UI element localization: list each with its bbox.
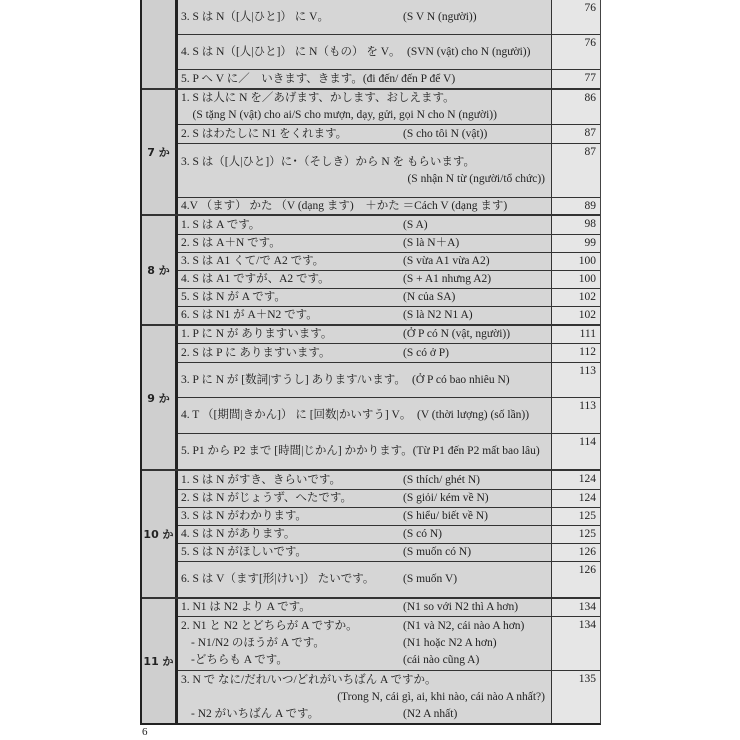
grammar-pattern [178,471,552,489]
pattern-line [181,71,551,88]
pattern-line [181,307,551,324]
table-row [178,90,600,124]
pattern-line [181,345,551,362]
lesson-label: 7 か [142,90,178,214]
japanese-text: 3. S は（[人|ひと]）に･（そしき）から N を もらいます。 [181,155,475,168]
pattern-line [181,90,551,107]
japanese-text: 2. S は A＋N です。 [181,237,281,249]
japanese-text: 2. N1 と N2 とどちらが A ですか。 [181,620,358,632]
grammar-pattern [178,235,552,252]
table-row [178,525,600,543]
page-reference: 86 [552,90,600,124]
pattern-line [181,618,551,635]
page-reference: 112 [552,344,600,362]
vietnamese-meaning: (N1 hoặc N2 A hơn) [403,637,497,649]
table-row [178,252,600,270]
pattern-line [181,154,551,171]
grammar-pattern [178,144,552,197]
vietnamese-meaning: (S + A1 nhưng A2) [403,273,492,285]
pattern-line [181,407,551,424]
grammar-pattern [178,289,552,306]
table-row [178,616,600,670]
page-reference: 111 [552,326,600,343]
japanese-text: 5. P へ V に／ いきます、きます。(đi đến/ đến P để V) [181,72,456,85]
japanese-text: 3. S は N がわかります。 [181,510,307,522]
grammar-pattern [178,326,552,343]
vietnamese-meaning: (S hiểu/ biết về N) [403,510,488,522]
table-row [178,143,600,197]
japanese-text: (S tặng N (vật) cho ai/S cho mượn, dạy, gửi, gọi N cho N (người)) [181,109,497,121]
pattern-line [181,198,551,214]
grammar-pattern [178,70,552,88]
grammar-pattern [178,562,552,597]
page-reference: 124 [552,490,600,507]
japanese-text: 1. N1 は N2 より A です。 [181,601,311,613]
japanese-text: 5. S は N がほしいです。 [181,546,307,558]
pattern-line [181,372,551,389]
grammar-pattern [178,617,552,670]
lesson-label: 8 か [142,216,178,324]
grammar-pattern [178,599,552,616]
japanese-text: 4. T （[期間|きかん]） に [回数|かいすう] V。 [181,409,412,421]
vietnamese-meaning: (S muốn có N) [403,546,472,558]
grammar-pattern [178,253,552,270]
pattern-line [181,490,551,507]
page-reference: 124 [552,471,600,489]
vietnamese-meaning: (N1 so với N2 thì A hơn) [403,601,519,613]
grammar-pattern [178,344,552,362]
page-reference: 89 [552,198,600,214]
lesson-label: 9 か [142,326,178,469]
page-reference: 102 [552,289,600,306]
table-row [178,69,600,88]
page-reference: 76 [552,0,600,34]
page-reference: 87 [552,125,600,143]
table-row [178,489,600,507]
vietnamese-meaning: (Trong N, cái gì, ai, khi nào, cái nào A nhất?) [337,690,545,703]
vietnamese-meaning: (S thích/ ghét N) [403,473,480,486]
grammar-pattern [178,216,552,234]
pattern-line [181,672,551,689]
table-row [178,471,600,489]
table-row [178,433,600,469]
japanese-text: 2. S は P に ありますいます。 [181,346,331,359]
table-row [178,397,600,433]
pattern-line [181,107,551,124]
table-row [178,197,600,214]
lesson-label: 11 か [142,599,178,723]
table-row [178,124,600,143]
vietnamese-meaning: (SVN (vật) cho N (người)) [407,45,531,58]
pattern-line [181,235,551,252]
pattern-line [181,271,551,288]
table-row [178,670,600,723]
table-row [178,270,600,288]
lesson-label [142,0,178,88]
page-reference: 99 [552,235,600,252]
grammar-pattern [178,490,552,507]
japanese-text: 3. S は N（[人|ひと]） に V。 [181,10,329,23]
japanese-text: 6. S は N1 が A＋N2 です。 [181,309,318,321]
pattern-line [181,599,551,616]
page-reference: 113 [552,363,600,397]
grammar-pattern [178,544,552,561]
table-row [178,362,600,397]
page-reference: 100 [552,271,600,288]
page-reference: 87 [552,144,600,197]
pattern-line [181,652,551,669]
vietnamese-meaning: (N1 và N2, cái nào A hơn) [403,620,525,632]
vietnamese-meaning: (S cho tôi N (vật)) [403,127,488,140]
table-row [178,216,600,234]
page-reference: 126 [552,544,600,561]
vietnamese-meaning: (S giỏi/ kém về N) [403,492,489,504]
vietnamese-meaning: (N của SA) [403,291,456,303]
pattern-line [181,289,551,306]
grammar-pattern [178,434,552,469]
lesson-group [142,324,600,469]
japanese-text: 2. S は N がじょうず、へたです。 [181,492,352,504]
lesson-group [142,0,600,88]
vietnamese-meaning: (Ở P có bao nhiêu N) [412,373,510,386]
pattern-line [181,9,551,26]
lesson-group [142,214,600,324]
grammar-pattern [178,398,552,433]
pattern-line [181,526,551,543]
table-row [178,306,600,324]
vietnamese-meaning: (S là N＋A) [403,237,460,249]
japanese-text: - N2 がいちばん A です。 [191,707,320,720]
vietnamese-meaning: (S V N (người)) [403,10,477,23]
page-reference: 114 [552,434,600,469]
grammar-pattern [178,0,552,34]
lesson-group [142,88,600,214]
vietnamese-meaning: (Ở P có N (vật, người)) [403,328,511,340]
japanese-text: 2. S はわたしに N1 をくれます。 [181,127,348,140]
vietnamese-meaning: (S vừa A1 vừa A2) [403,255,490,267]
japanese-text: 3. S は A1 くて/で A2 です。 [181,255,325,267]
page-reference: 125 [552,508,600,525]
page-number: 6 [142,726,148,738]
pattern-line [181,689,551,706]
pattern-line [181,571,551,588]
vietnamese-meaning: (V (thời lượng) (số lần)) [417,409,530,421]
table-row [178,288,600,306]
page-reference: 113 [552,398,600,433]
grammar-pattern [178,198,552,214]
japanese-text: 5. P1 から P2 まで [時間|じかん] かかります。(Từ P1 đến P2 mất bao lâu) [181,445,540,457]
japanese-text: - N1/N2 のほうが A です。 [191,637,325,649]
table-row [178,34,600,69]
page-reference: 135 [552,671,600,723]
japanese-text: 4. S は A1 ですが、A2 です。 [181,273,330,285]
vietnamese-meaning: (S muốn V) [403,573,458,585]
table-row [178,326,600,343]
japanese-text: 4. S は N があります。 [181,528,296,540]
vietnamese-meaning: (cái nào cũng A) [403,654,480,666]
pattern-line [181,44,551,61]
grammar-pattern [178,271,552,288]
page-reference: 77 [552,70,600,88]
pattern-line [181,126,551,143]
lesson-group [142,469,600,597]
pattern-line [181,171,551,188]
grammar-table [140,0,601,725]
pattern-line [181,253,551,270]
vietnamese-meaning: (S là N2 N1 A) [403,309,473,321]
vietnamese-meaning: (S có N) [403,528,442,540]
page-reference: 100 [552,253,600,270]
grammar-pattern [178,526,552,543]
pattern-line [181,472,551,489]
grammar-pattern [178,90,552,124]
vietnamese-meaning: (S A) [403,218,428,231]
japanese-text: 4. S は N（[人|ひと]） に N（もの） を V。 [181,45,401,58]
grammar-pattern [178,125,552,143]
pattern-line [181,217,551,234]
table-row [178,343,600,362]
japanese-text: -どちらも A です。 [191,654,288,666]
table-row [178,0,600,34]
pattern-line [181,508,551,525]
japanese-text: 5. S は N が A です。 [181,291,286,303]
japanese-text: 6. S は V（ます[形|けい]） たいです。 [181,573,375,585]
grammar-pattern [178,671,552,723]
grammar-pattern [178,363,552,397]
grammar-pattern [178,35,552,69]
vietnamese-meaning: (S có ở P) [403,346,450,359]
table-row [178,507,600,525]
pattern-line [181,326,551,343]
page-reference: 125 [552,526,600,543]
japanese-text: 4.V （ます） かた （V (dạng ます) ＋かた ＝Cách V (dạng ます) [181,199,508,212]
japanese-text: 1. P に N が ありますいます。 [181,328,333,340]
page-reference: 98 [552,216,600,234]
page-reference: 76 [552,35,600,69]
lesson-group [142,597,600,723]
table-row [178,599,600,616]
table-row [178,234,600,252]
lesson-label: 10 か [142,471,178,597]
page-reference: 102 [552,307,600,324]
table-row [178,561,600,597]
vietnamese-meaning: (S nhận N từ (người/tổ chức)) [407,172,545,185]
table-row [178,543,600,561]
pattern-line [181,544,551,561]
japanese-text: 3. P に N が [数詞|すうし] あります/います。 [181,373,406,386]
grammar-pattern [178,307,552,324]
grammar-pattern [178,508,552,525]
vietnamese-meaning: (N2 A nhất) [403,707,458,720]
japanese-text: 1. S は A です。 [181,218,261,231]
pattern-line [181,443,551,460]
japanese-text: 1. S は N がすき、きらいです。 [181,473,341,486]
japanese-text: 3. N で なに/だれ/いつ/どれがいちばん A ですか。 [181,673,437,686]
page-reference: 134 [552,599,600,616]
pattern-line [181,706,551,723]
pattern-line [181,635,551,652]
page-reference: 126 [552,562,600,597]
japanese-text: 1. S は人に N を／あげます、かします、おしえます。 [181,92,455,104]
page-reference: 134 [552,617,600,670]
